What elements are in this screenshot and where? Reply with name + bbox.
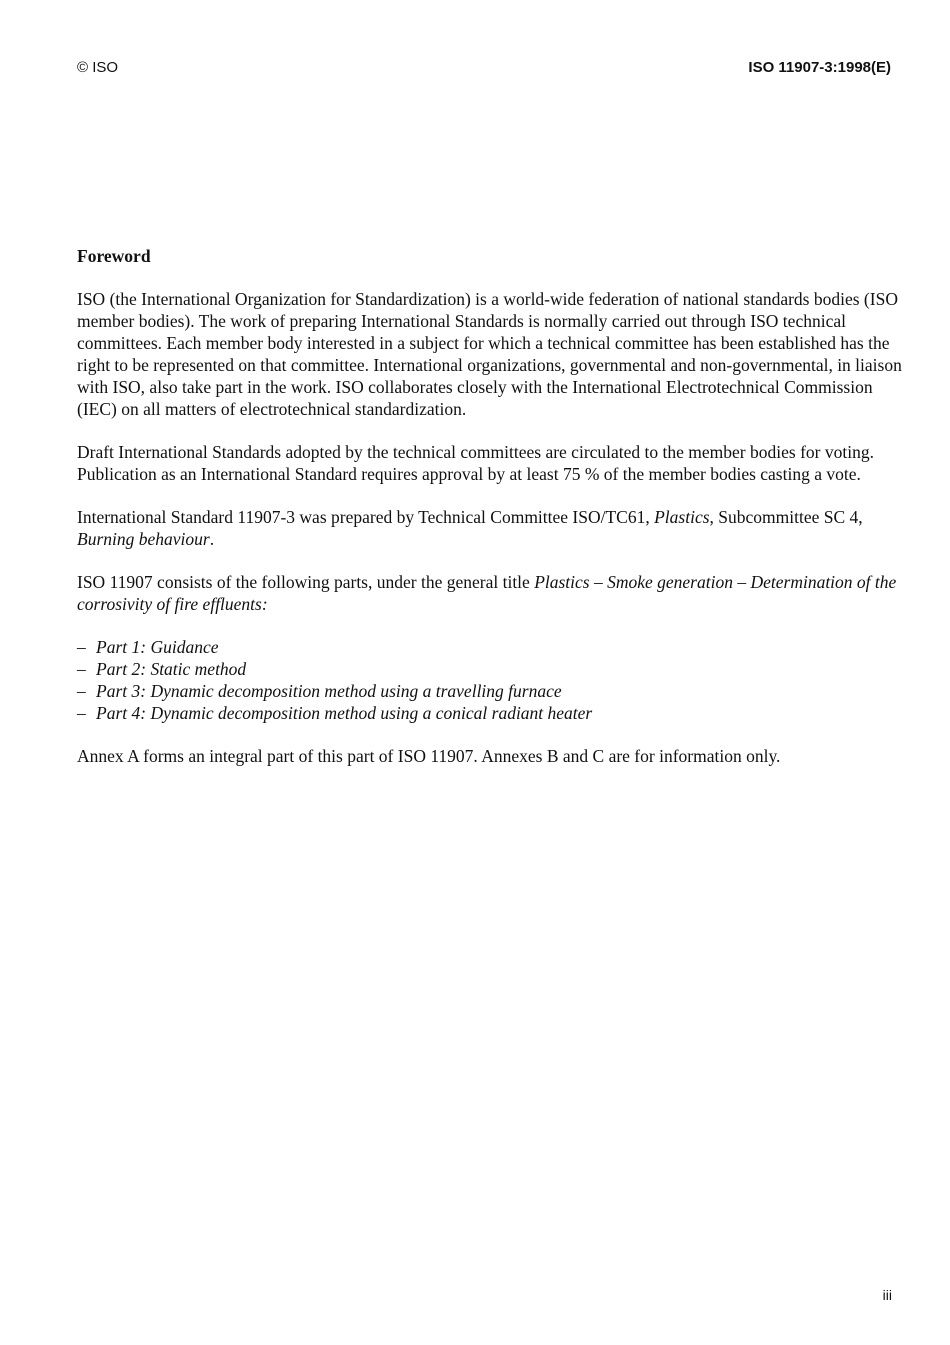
sentence-end: . — [209, 529, 215, 549]
part-title: Part 2: Static method — [96, 659, 247, 679]
subcommittee-name: Burning behaviour — [77, 529, 210, 549]
part-title: Part 1: Guidance — [96, 637, 219, 657]
copyright-label: © ISO — [77, 59, 119, 76]
part-title: Part 3: Dynamic decomposition method using a travelling furnace — [96, 681, 562, 701]
list-item — [77, 680, 902, 702]
list-item — [77, 702, 902, 724]
list-item — [77, 658, 902, 680]
list-dash: – — [77, 681, 86, 701]
prepared-by-text: International Standard 11907-3 was prepared by Technical Committee ISO/TC61, — [77, 507, 655, 527]
paragraph-annexes: Annex A forms an integral part of this part of ISO 11907. Annexes B and C are for information only. — [77, 746, 781, 766]
list-dash: – — [77, 637, 86, 657]
subcommittee-prefix: , Subcommittee SC 4, — [709, 507, 863, 527]
list-dash: – — [77, 659, 86, 679]
list-dash: – — [77, 703, 86, 723]
parts-intro-text: ISO 11907 consists of the following parts, under the general title — [77, 572, 535, 592]
parts-list — [77, 636, 902, 724]
paragraph-iso-intro: ISO (the International Organization for Standardization) is a world-wide federation of national standards bodies (ISO member bodies). The work of preparing International Standards is normally carried out through ISO technical committees. Each member body interested in a subject for which a technical committee has been established has the right to be represented on that committee. International organizations, governmental and non-governmental, in liaison with ISO, also take part in the work. ISO collaborates closely with the International Electrotechnical Commission (IEC) on all matters of electrotechnical standardization. — [77, 289, 902, 419]
page-number: iii — [882, 1287, 892, 1303]
document-number: ISO 11907-3:1998(E) — [748, 59, 891, 76]
foreword-section — [77, 245, 902, 788]
general-title: Plastics – Smoke generation – Determination of the corrosivity of fire effluents: — [77, 572, 897, 614]
paragraph-parts-intro — [77, 571, 902, 615]
committee-name: Plastics — [654, 507, 710, 527]
paragraph-prepared-by — [77, 506, 902, 550]
part-title: Part 4: Dynamic decomposition method using a conical radiant heater — [96, 703, 593, 723]
section-heading: Foreword — [77, 246, 151, 266]
paragraph-draft-standards: Draft International Standards adopted by the technical committees are circulated to the member bodies for voting. Publication as an International Standard requires approval by at least 75 % of the member bodies casting a vote. — [77, 442, 874, 484]
list-item — [77, 636, 902, 658]
